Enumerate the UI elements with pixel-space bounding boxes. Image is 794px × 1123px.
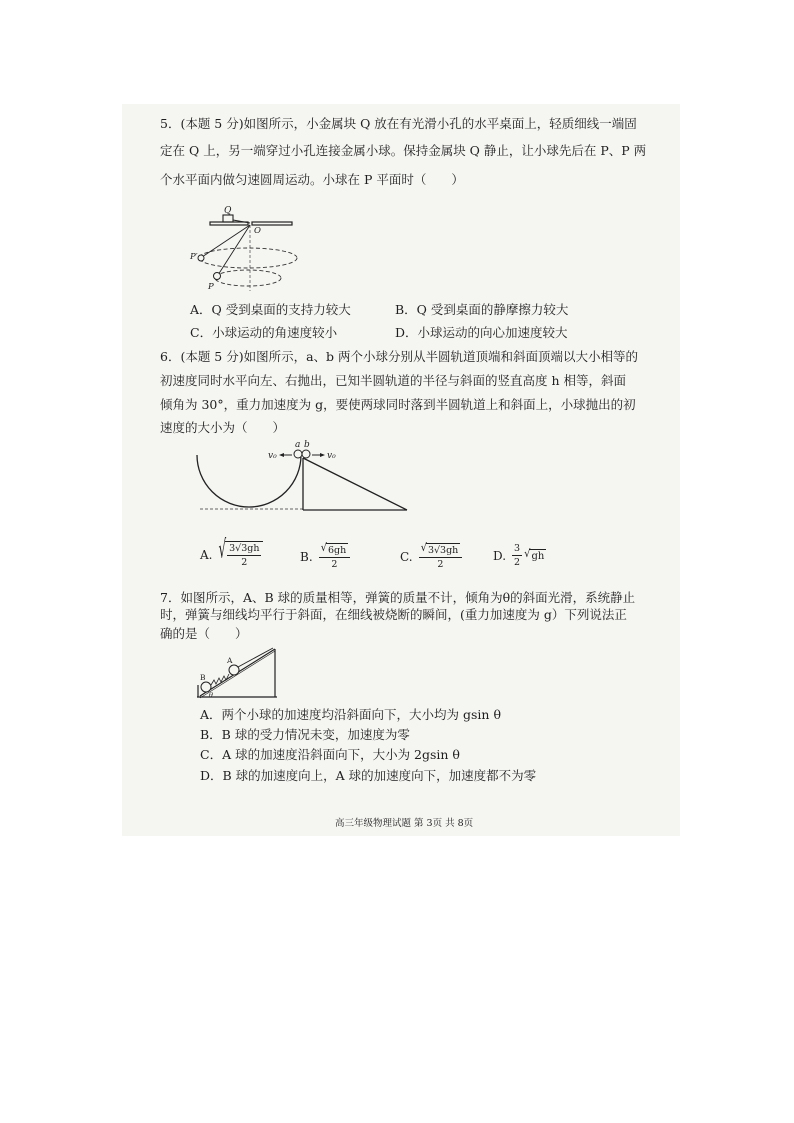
q5-stem-line-3: 个水平面内做匀速圆周运动。小球在 P 平面时（ ）: [160, 172, 464, 187]
label-q: Q: [224, 206, 232, 216]
lower-ball: [214, 273, 221, 280]
q6-option-a-denominator: 2: [241, 557, 248, 568]
lower-plane-circle: [215, 270, 281, 286]
q5-stem-line-1: 5．(本题 5 分)如图所示，小金属块 Q 放在有光滑小孔的水平桌面上，轻质细线一端固: [160, 116, 637, 131]
label-a: A: [227, 656, 233, 665]
q6-option-a-numerator: 3√3gh: [229, 543, 260, 554]
upper-plane-circle: [199, 248, 297, 268]
q7-option-a: A．两个小球的加速度均沿斜面向下，大小均为 gsin θ: [200, 707, 501, 722]
semicircle-track: [197, 455, 301, 507]
label-p: P: [208, 282, 214, 292]
q7-option-b: B．B 球的受力情况未变，加速度为零: [200, 727, 410, 742]
q7-stem-line-2: 时，弹簧与细线均平行于斜面，在细线被烧断的瞬间，(重力加速度为 g）下列说法正: [160, 607, 627, 622]
q6-option-a-radical: √ $\frac{3√3gh}{2}$: [218, 541, 263, 568]
q6-stem-line-4: 速度的大小为（ ）: [160, 420, 286, 435]
q5-option-a: A．Q 受到桌面的支持力较大: [190, 302, 351, 317]
label-p-prime: P′: [190, 252, 198, 262]
q6-option-c-radicand: 3√3gh: [427, 545, 459, 556]
q6-option-c-denominator: 2: [437, 559, 444, 570]
q6-stem-line-2: 初速度同时水平向左、右抛出，已知半圆轨道的半径与斜面的竖直高度 h 相等，斜面: [160, 373, 626, 388]
table-right-part: [252, 222, 292, 225]
q5-option-b: B．Q 受到桌面的静摩擦力较大: [395, 302, 569, 317]
arrow-left-head: [279, 453, 284, 457]
q6-option-d-coef-denominator: 2: [514, 557, 521, 568]
incline-slope: [303, 458, 407, 510]
q6-option-b: B. √ 6gh 2: [300, 543, 350, 570]
string-to-upper-ball: [202, 225, 250, 257]
ball-a: [294, 450, 302, 458]
q6-option-d: D. $\frac{3}{2}$ √ gh: [493, 543, 545, 568]
q6-option-b-radicand: 6gh: [328, 545, 347, 556]
q6-option-b-denominator: 2: [331, 559, 338, 570]
q6-option-c-label: C.: [400, 549, 413, 564]
q7-incline-spring-figure: [195, 645, 285, 701]
metal-block-q: [223, 215, 233, 222]
ball-b: [302, 450, 310, 458]
q6-option-a-label: A.: [200, 547, 213, 562]
thin-string: [238, 648, 273, 667]
q7-stem-line-3: 确的是（ ）: [160, 626, 248, 641]
q6-option-d-radicand: gh: [531, 551, 545, 562]
q6-option-a: [200, 534, 263, 568]
q6-option-d-label: D.: [493, 548, 507, 563]
q6-stem-line-3: 倾角为 30°，重力加速度为 g，要使两球同时落到半圆轨道上和斜面上，小球抛出的初: [160, 397, 636, 412]
arrow-right-head: [320, 453, 325, 457]
label-b: b: [304, 440, 310, 450]
q5-option-d: D．小球运动的向心加速度较大: [395, 325, 568, 340]
q6-option-c: C. √ 3√3gh 2: [400, 543, 462, 570]
label-a: a: [295, 440, 301, 450]
ball-a: [229, 665, 239, 675]
q6-stem-line-1: 6．(本题 5 分)如图所示，a、b 两个小球分别从半圆轨道顶端和斜面顶端以大小相等的: [160, 349, 639, 364]
upper-ball: [198, 255, 204, 261]
q5-option-c: C．小球运动的角速度较小: [190, 325, 338, 340]
page-footer: 高三年级物理试题 第 3页 共 8页: [335, 818, 474, 829]
label-theta: θ: [209, 691, 213, 699]
label-v0-left: v₀: [268, 451, 277, 461]
q7-stem-line-1: 7．如图所示，A、B 球的质量相等，弹簧的质量不计，倾角为θ的斜面光滑，系统静止: [160, 590, 636, 605]
label-b: B: [200, 673, 206, 682]
q7-option-c: C．A 球的加速度沿斜面向下，大小为 2gsin θ: [200, 747, 460, 762]
q6-option-d-coef-numerator: 3: [514, 543, 521, 554]
q7-option-d: D．B 球的加速度向上，A 球的加速度向下，加速度都不为零: [200, 768, 537, 783]
q5-stem-line-2: 定在 Q 上，另一端穿过小孔连接金属小球。保持金属块 Q 静止，让小球先后在 P、P 两: [160, 143, 647, 158]
q6-option-b-label: B.: [300, 549, 313, 564]
q5-conical-pendulum-figure: [188, 203, 308, 295]
label-o: O: [254, 226, 261, 236]
q6-semicircle-incline-figure: [195, 438, 417, 516]
label-v0-right: v₀: [327, 451, 336, 461]
